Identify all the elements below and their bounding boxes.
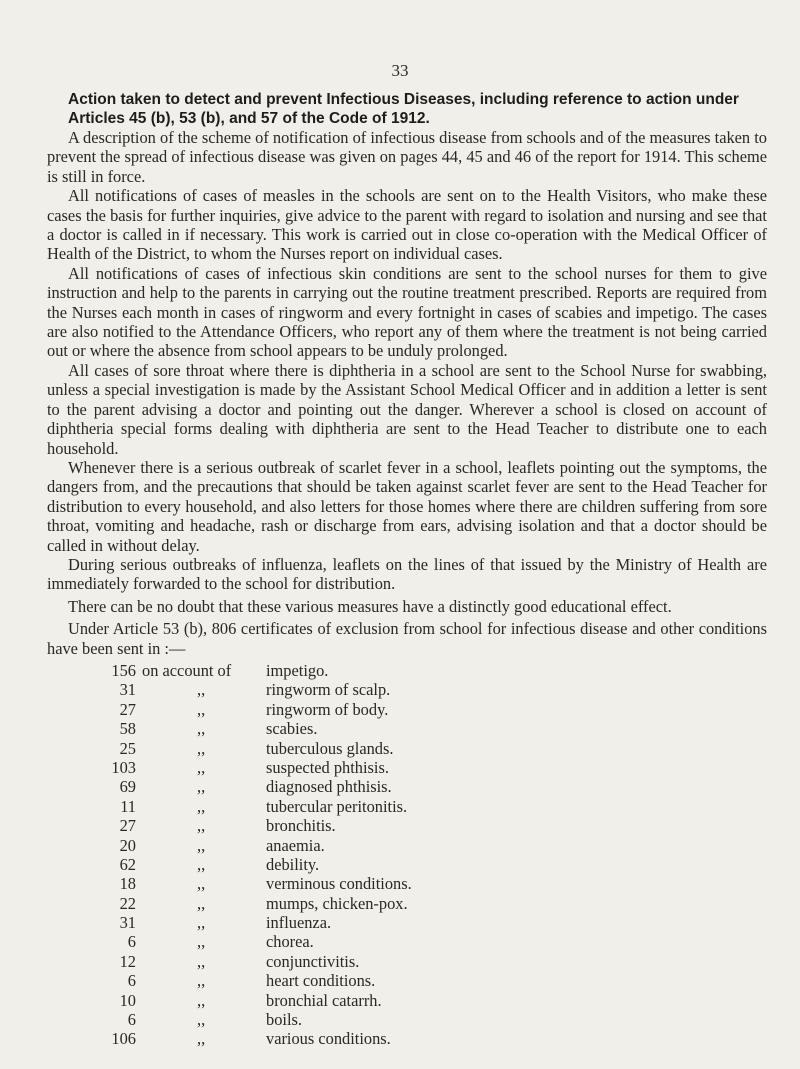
ditto-mark-text: ,, (197, 1010, 206, 1030)
ditto-mark (136, 700, 262, 719)
condition-name: heart conditions. (266, 971, 376, 991)
condition-name: bronchial catarrh. (266, 990, 382, 1010)
certificate-count: 10 (119, 990, 136, 1010)
ditto-mark (136, 894, 262, 913)
list-item (100, 971, 412, 990)
section-heading: Action taken to detect and prevent Infectious Diseases, including reference to action under Articles 45 (b), 53 (b), and 57 of the Code of 1912. (68, 91, 739, 127)
paragraph: All notifications of cases of measles in the schools are sent on to the Health Visitors, who make these cases the basis for further inquiries, give advice to the parent with regard to isolation and nursing and see that a doctor is called in if necessary. This work is carried out in close co-operation with the Medical Officer of Health of the District, to whom the Nurses report on individual cases. (47, 186, 767, 264)
condition-name: bronchitis. (266, 816, 336, 836)
certificate-count: 69 (119, 777, 136, 797)
condition-name: ringworm of body. (266, 699, 389, 719)
condition-name: verminous conditions. (266, 874, 412, 894)
certificate-count: 6 (127, 932, 136, 952)
ditto-mark-text: ,, (197, 990, 206, 1010)
paragraph: Under Article 53 (b), 806 certificates of exclusion from school for infectious disease and other conditions have been sent in :— (47, 619, 767, 658)
list-item (100, 816, 412, 835)
list-item (100, 855, 412, 874)
ditto-mark-text: ,, (197, 719, 206, 739)
condition-name: boils. (266, 1010, 302, 1030)
paragraph: There can be no doubt that these various measures have a distinctly good educational effect. (68, 596, 672, 616)
certificate-count: 18 (119, 874, 136, 894)
exclusion-certificate-list (100, 661, 412, 1049)
condition-name: ringworm of scalp. (266, 680, 391, 700)
ditto-mark-text: ,, (197, 913, 206, 933)
condition-name: diagnosed phthisis. (266, 777, 392, 797)
list-item (100, 894, 412, 913)
ditto-mark-text: ,, (197, 951, 206, 971)
page-number: 33 (391, 61, 409, 80)
certificate-count: 103 (111, 757, 136, 777)
ditto-mark (136, 1010, 262, 1029)
list-item (100, 777, 412, 796)
ditto-mark-text: ,, (197, 932, 206, 952)
ditto-mark-text: ,, (197, 835, 206, 855)
condition-name: mumps, chicken-pox. (266, 893, 408, 913)
list-item (100, 1029, 412, 1048)
ditto-mark-text: ,, (197, 757, 206, 777)
certificate-count: 25 (119, 738, 136, 758)
certificate-count: 31 (119, 680, 136, 700)
ditto-mark (136, 758, 262, 777)
certificate-count: 22 (119, 893, 136, 913)
list-item (100, 661, 412, 680)
ditto-mark-text: ,, (197, 796, 206, 816)
certificate-count: 106 (111, 1029, 136, 1049)
ditto-mark-text: ,, (197, 893, 206, 913)
certificate-count: 20 (119, 835, 136, 855)
condition-name: various conditions. (266, 1029, 391, 1049)
certificate-count: 12 (119, 951, 136, 971)
list-item (100, 952, 412, 971)
list-item (100, 739, 412, 758)
condition-name: tuberculous glands. (266, 738, 394, 758)
ditto-mark-text: ,, (197, 854, 206, 874)
list-item (100, 836, 412, 855)
ditto-mark (136, 719, 262, 738)
ditto-mark (136, 797, 262, 816)
body-text (47, 128, 767, 658)
ditto-mark-text: ,, (197, 699, 206, 719)
paragraph: Whenever there is a serious outbreak of scarlet fever in a school, leaflets pointing out the symptoms, the dangers from, and the precautions that should be taken against scarlet fever are sent to the Head Teacher for distribution to every household, and also letters for those homes where there are children suffering from sore throat, vomiting and headache, rash or discharge from ears, advising isolation and that a doctor should be called in without delay. (47, 457, 767, 555)
certificate-count: 27 (119, 816, 136, 836)
ditto-mark (136, 739, 262, 758)
condition-name: chorea. (266, 932, 314, 952)
condition-name: debility. (266, 854, 320, 874)
certificate-count: 6 (127, 971, 136, 991)
list-item (100, 700, 412, 719)
ditto-mark (136, 836, 262, 855)
list-item (100, 913, 412, 932)
ditto-mark (136, 680, 262, 699)
list-item (100, 1010, 412, 1029)
condition-name: scabies. (266, 719, 318, 739)
condition-name: influenza. (266, 913, 332, 933)
certificate-count: 156 (111, 661, 136, 680)
ditto-mark-text: ,, (197, 971, 206, 991)
ditto-mark-text: ,, (197, 1029, 206, 1049)
ditto-mark-text: ,, (197, 738, 206, 758)
certificate-count: 27 (119, 699, 136, 719)
ditto-mark (136, 874, 262, 893)
list-item (100, 680, 412, 699)
connector-text: on account of (142, 661, 232, 680)
certificate-count: 62 (119, 854, 136, 874)
condition-name: tubercular peritonitis. (266, 796, 408, 816)
ditto-mark-text: ,, (197, 777, 206, 797)
paragraph: A description of the scheme of notification of infectious disease from schools and of the measures taken to prevent the spread of infectious disease was given on pages 44, 45 and 46 of the report for 1914. This scheme is still in force. (47, 128, 767, 186)
ditto-mark (136, 777, 262, 796)
ditto-mark (136, 816, 262, 835)
ditto-mark (136, 1029, 262, 1048)
ditto-mark-text: ,, (197, 816, 206, 836)
condition-name: anaemia. (266, 835, 325, 855)
list-item (100, 932, 412, 951)
ditto-mark (136, 952, 262, 971)
ditto-mark-text: ,, (197, 680, 206, 700)
ditto-mark (136, 991, 262, 1010)
condition-name: suspected phthisis. (266, 757, 389, 777)
list-item (100, 719, 412, 738)
ditto-mark (136, 932, 262, 951)
paragraph: All cases of sore throat where there is diphtheria in a school are sent to the School Nurse for swabbing, unless a special investigation is made by the Assistant School Medical Officer and in addition a letter is sent to the parent advising a doctor and pointing out the danger. Wherever a school is closed on account of diphtheria special forms dealing with diphtheria are sent to the Head Teacher to distribute one to each household. (47, 360, 767, 458)
list-item (100, 991, 412, 1010)
list-item (100, 797, 412, 816)
list-item (100, 758, 412, 777)
certificate-count: 11 (120, 796, 136, 816)
certificate-count: 58 (119, 719, 136, 739)
condition-name: conjunctivitis. (266, 951, 360, 971)
condition-name: impetigo. (266, 661, 329, 680)
paragraph: During serious outbreaks of influenza, leaflets on the lines of that issued by the Ministry of Health are immediately forwarded to the school for distribution. (47, 554, 767, 594)
paragraph: All notifications of cases of infectious skin conditions are sent to the school nurses for them to give instruction and help to the parents in carrying out the routine treatment prescribed. Reports are required from the Nurses each month in cases of ringworm and every fortnight in cases of scabies and impetigo. The cases are also notified to the Attendance Officers, who report any of them where the treatment is not being carried out or where the absence from school appears to be unduly prolonged. (47, 263, 767, 361)
ditto-mark (136, 855, 262, 874)
ditto-mark-text: ,, (197, 874, 206, 894)
ditto-mark (136, 913, 262, 932)
certificate-count: 31 (119, 913, 136, 933)
certificate-count: 6 (127, 1010, 136, 1030)
list-item (100, 874, 412, 893)
ditto-mark (136, 971, 262, 990)
